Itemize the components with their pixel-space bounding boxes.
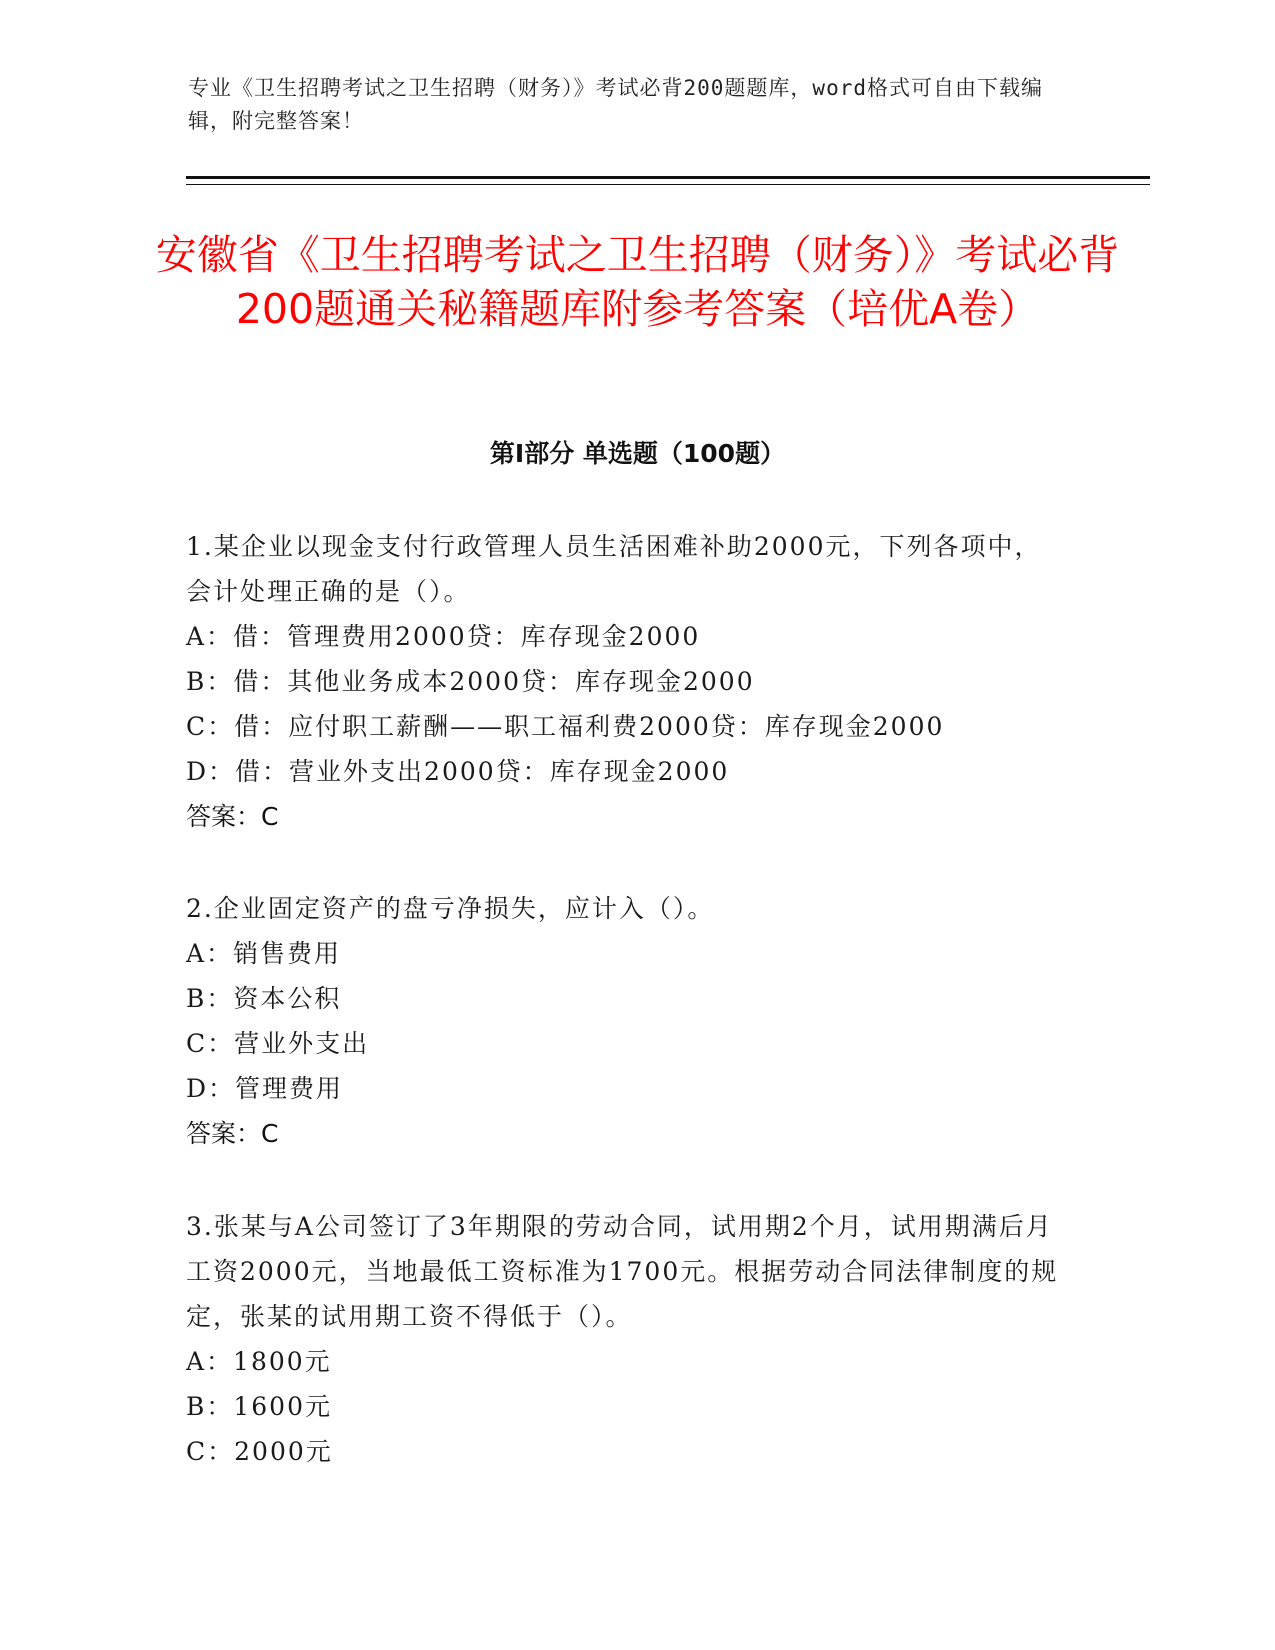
question-3 [186, 1204, 1066, 1474]
header-note: 专业《卫生招聘考试之卫生招聘（财务）》考试必背200题题库，word格式可自由下载编辑，附完整答案！ [188, 76, 1043, 133]
header-rule-thin [186, 184, 1150, 185]
question-1 [186, 524, 1066, 839]
option-b: B：借：其他业务成本2000贷：库存现金2000 [186, 667, 755, 696]
document-title: 安徽省《卫生招聘考试之卫生招聘（财务）》考试必背200题通关秘籍题库附参考答案（培优A卷） [155, 231, 1120, 333]
option-a: A：1800元 [186, 1347, 332, 1376]
question-stem: 3.张某与A公司签订了3年期限的劳动合同，试用期2个月，试用期满后月工资2000元，当地最低工资标准为1700元。根据劳动合同法律制度的规定，张某的试用期工资不得低于（）。 [186, 1212, 1059, 1331]
option-c: C：2000元 [186, 1437, 333, 1466]
header-rule-thick [186, 176, 1150, 179]
option-a: A：借：管理费用2000贷：库存现金2000 [186, 622, 701, 651]
question-stem: 2.企业固定资产的盘亏净损失，应计入（）。 [186, 894, 715, 923]
option-b: B：资本公积 [186, 984, 342, 1013]
question-stem: 1.某企业以现金支付行政管理人员生活困难补助2000元，下列各项中，会计处理正确的是（）。 [186, 532, 1042, 606]
option-c: C：借：应付职工薪酬——职工福利费2000贷：库存现金2000 [186, 712, 945, 741]
answer-line: 答案：C [186, 802, 279, 831]
answer-line: 答案：C [186, 1119, 279, 1148]
question-2 [186, 886, 1066, 1156]
option-b: B：1600元 [186, 1392, 332, 1421]
option-a: A：销售费用 [186, 939, 342, 968]
option-d: D：管理费用 [186, 1074, 344, 1103]
option-c: C：营业外支出 [186, 1029, 370, 1058]
section-heading: 第Ⅰ部分 单选题（100题） [489, 439, 786, 468]
option-d: D：借：营业外支出2000贷：库存现金2000 [186, 757, 730, 786]
